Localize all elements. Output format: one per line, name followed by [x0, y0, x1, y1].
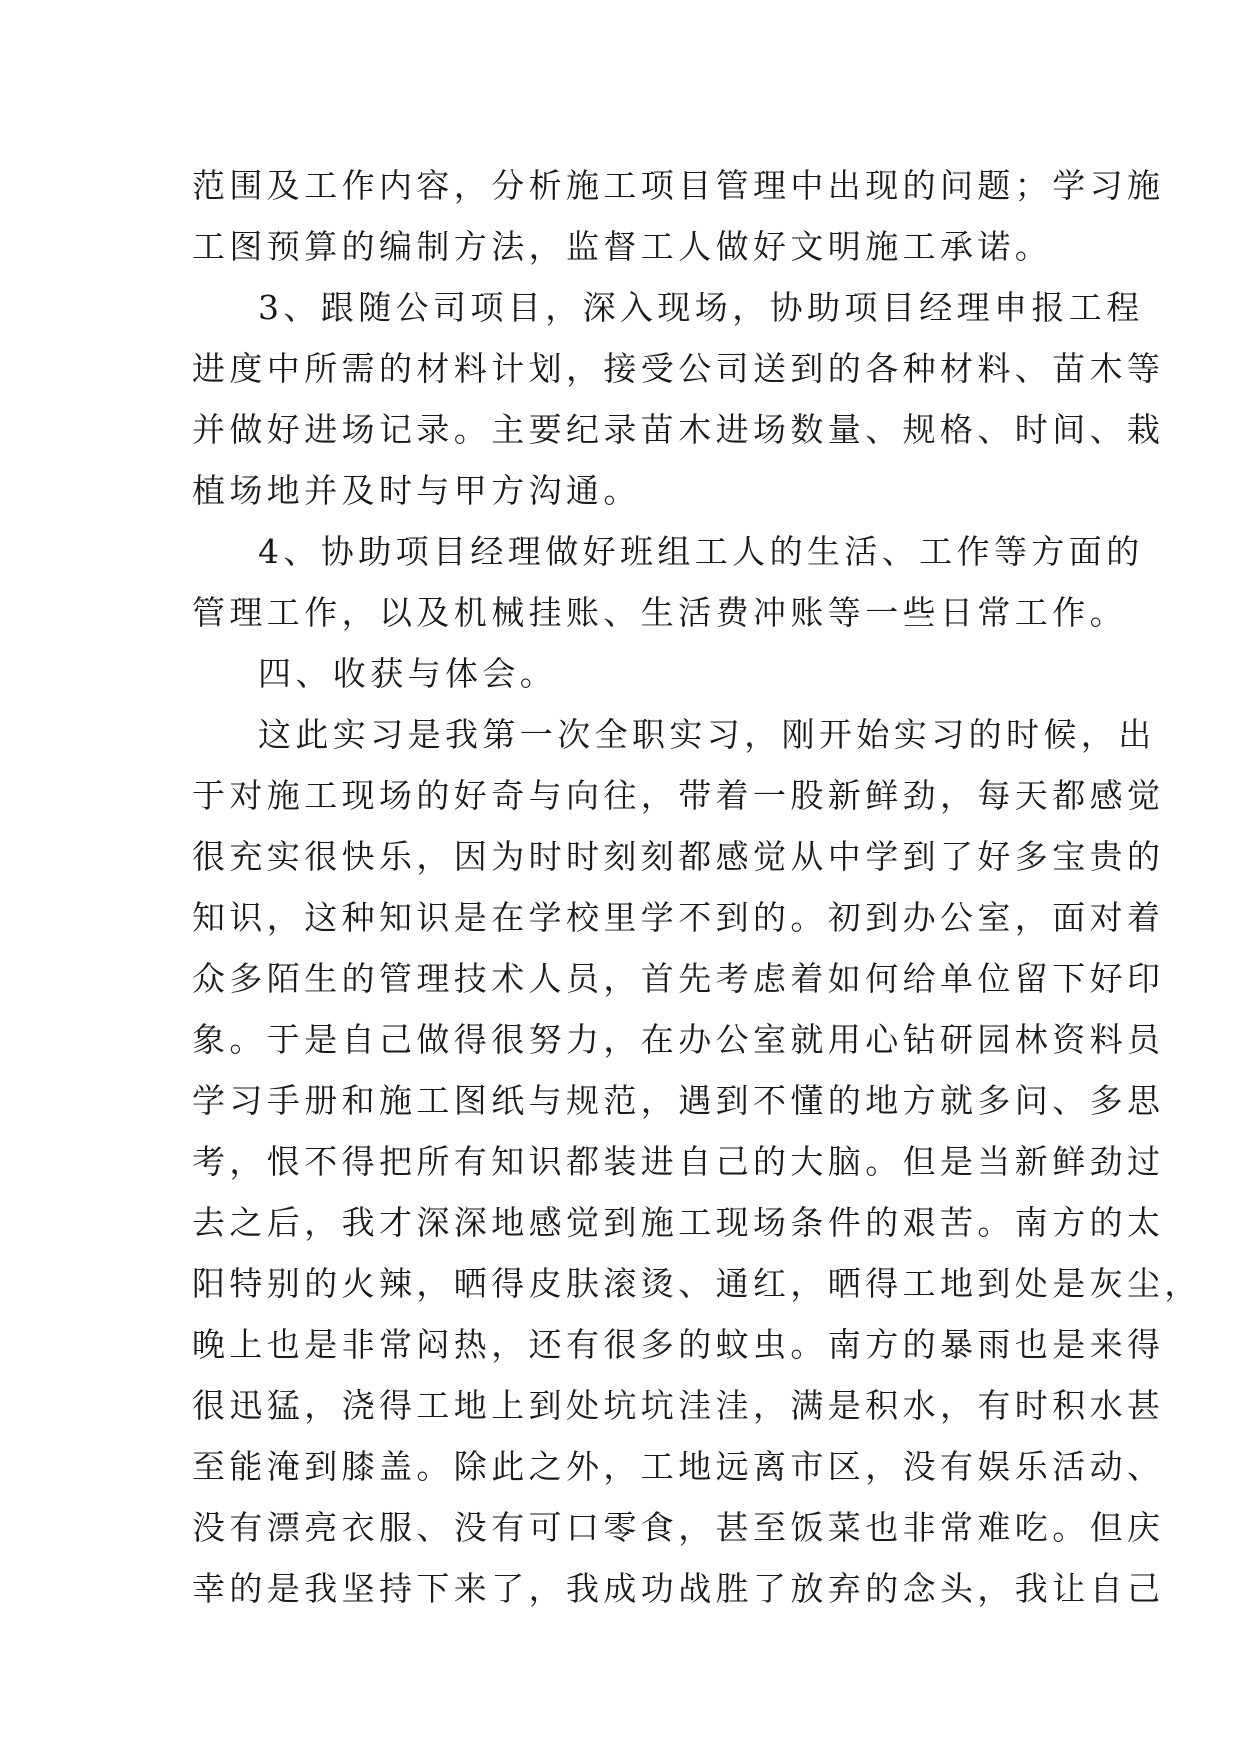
- text-line: 象。于是自己做得很努力，在办公室就用心钻研园林资料员: [192, 1020, 1165, 1059]
- text-line: 晚上也是非常闷热，还有很多的蚊虫。南方的暴雨也是来得: [192, 1325, 1165, 1364]
- text-line: 于对施工现场的好奇与向往，带着一股新鲜劲，每天都感觉: [192, 776, 1165, 815]
- text-line: 很迅猛，浇得工地上到处坑坑洼洼，满是积水，有时积水甚: [192, 1386, 1165, 1425]
- text-line: 进度中所需的材料计划，接受公司送到的各种材料、苗木等: [192, 349, 1165, 388]
- text-line: 并做好进场记录。主要纪录苗木进场数量、规格、时间、栽: [192, 410, 1165, 449]
- text-line: 管理工作，以及机械挂账、生活费冲账等一些日常工作。: [192, 593, 1127, 632]
- text-line: 4、协助项目经理做好班组工人的生活、工作等方面的: [258, 532, 1144, 571]
- text-line: 至能淹到膝盖。除此之外，工地远离市区，没有娱乐活动、: [192, 1447, 1165, 1486]
- text-line: 没有漂亮衣服、没有可口零食，甚至饭菜也非常难吃。但庆: [192, 1508, 1165, 1547]
- text-line: 学习手册和施工图纸与规范，遇到不懂的地方就多问、多思: [192, 1081, 1165, 1120]
- section-heading: 四、收获与体会。: [258, 654, 558, 693]
- text-line: 阳特别的火辣，晒得皮肤滚烫、通红，晒得工地到处是灰尘，: [192, 1264, 1202, 1303]
- body-text: [192, 155, 1202, 1619]
- text-line: 考，恨不得把所有知识都装进自己的大脑。但是当新鲜劲过: [192, 1142, 1165, 1181]
- text-line: 工图预算的编制方法，监督工人做好文明施工承诺。: [192, 227, 1053, 266]
- text-line: 去之后，我才深深地感觉到施工现场条件的艰苦。南方的太: [192, 1203, 1165, 1242]
- text-line: 这此实习是我第一次全职实习，刚开始实习的时候，出: [258, 715, 1156, 754]
- text-line: 植场地并及时与甲方沟通。: [192, 471, 641, 510]
- text-line: 幸的是我坚持下来了，我成功战胜了放弃的念头，我让自己: [192, 1569, 1165, 1608]
- text-line: 知识，这种知识是在学校里学不到的。初到办公室，面对着: [192, 898, 1165, 937]
- text-line: 3、跟随公司项目，深入现场，协助项目经理申报工程: [258, 288, 1144, 327]
- text-line: 众多陌生的管理技术人员，首先考虑着如何给单位留下好印: [192, 959, 1165, 998]
- text-line: 范围及工作内容，分析施工项目管理中出现的问题；学习施: [192, 166, 1165, 205]
- text-line: 很充实很快乐，因为时时刻刻都感觉从中学到了好多宝贵的: [192, 837, 1165, 876]
